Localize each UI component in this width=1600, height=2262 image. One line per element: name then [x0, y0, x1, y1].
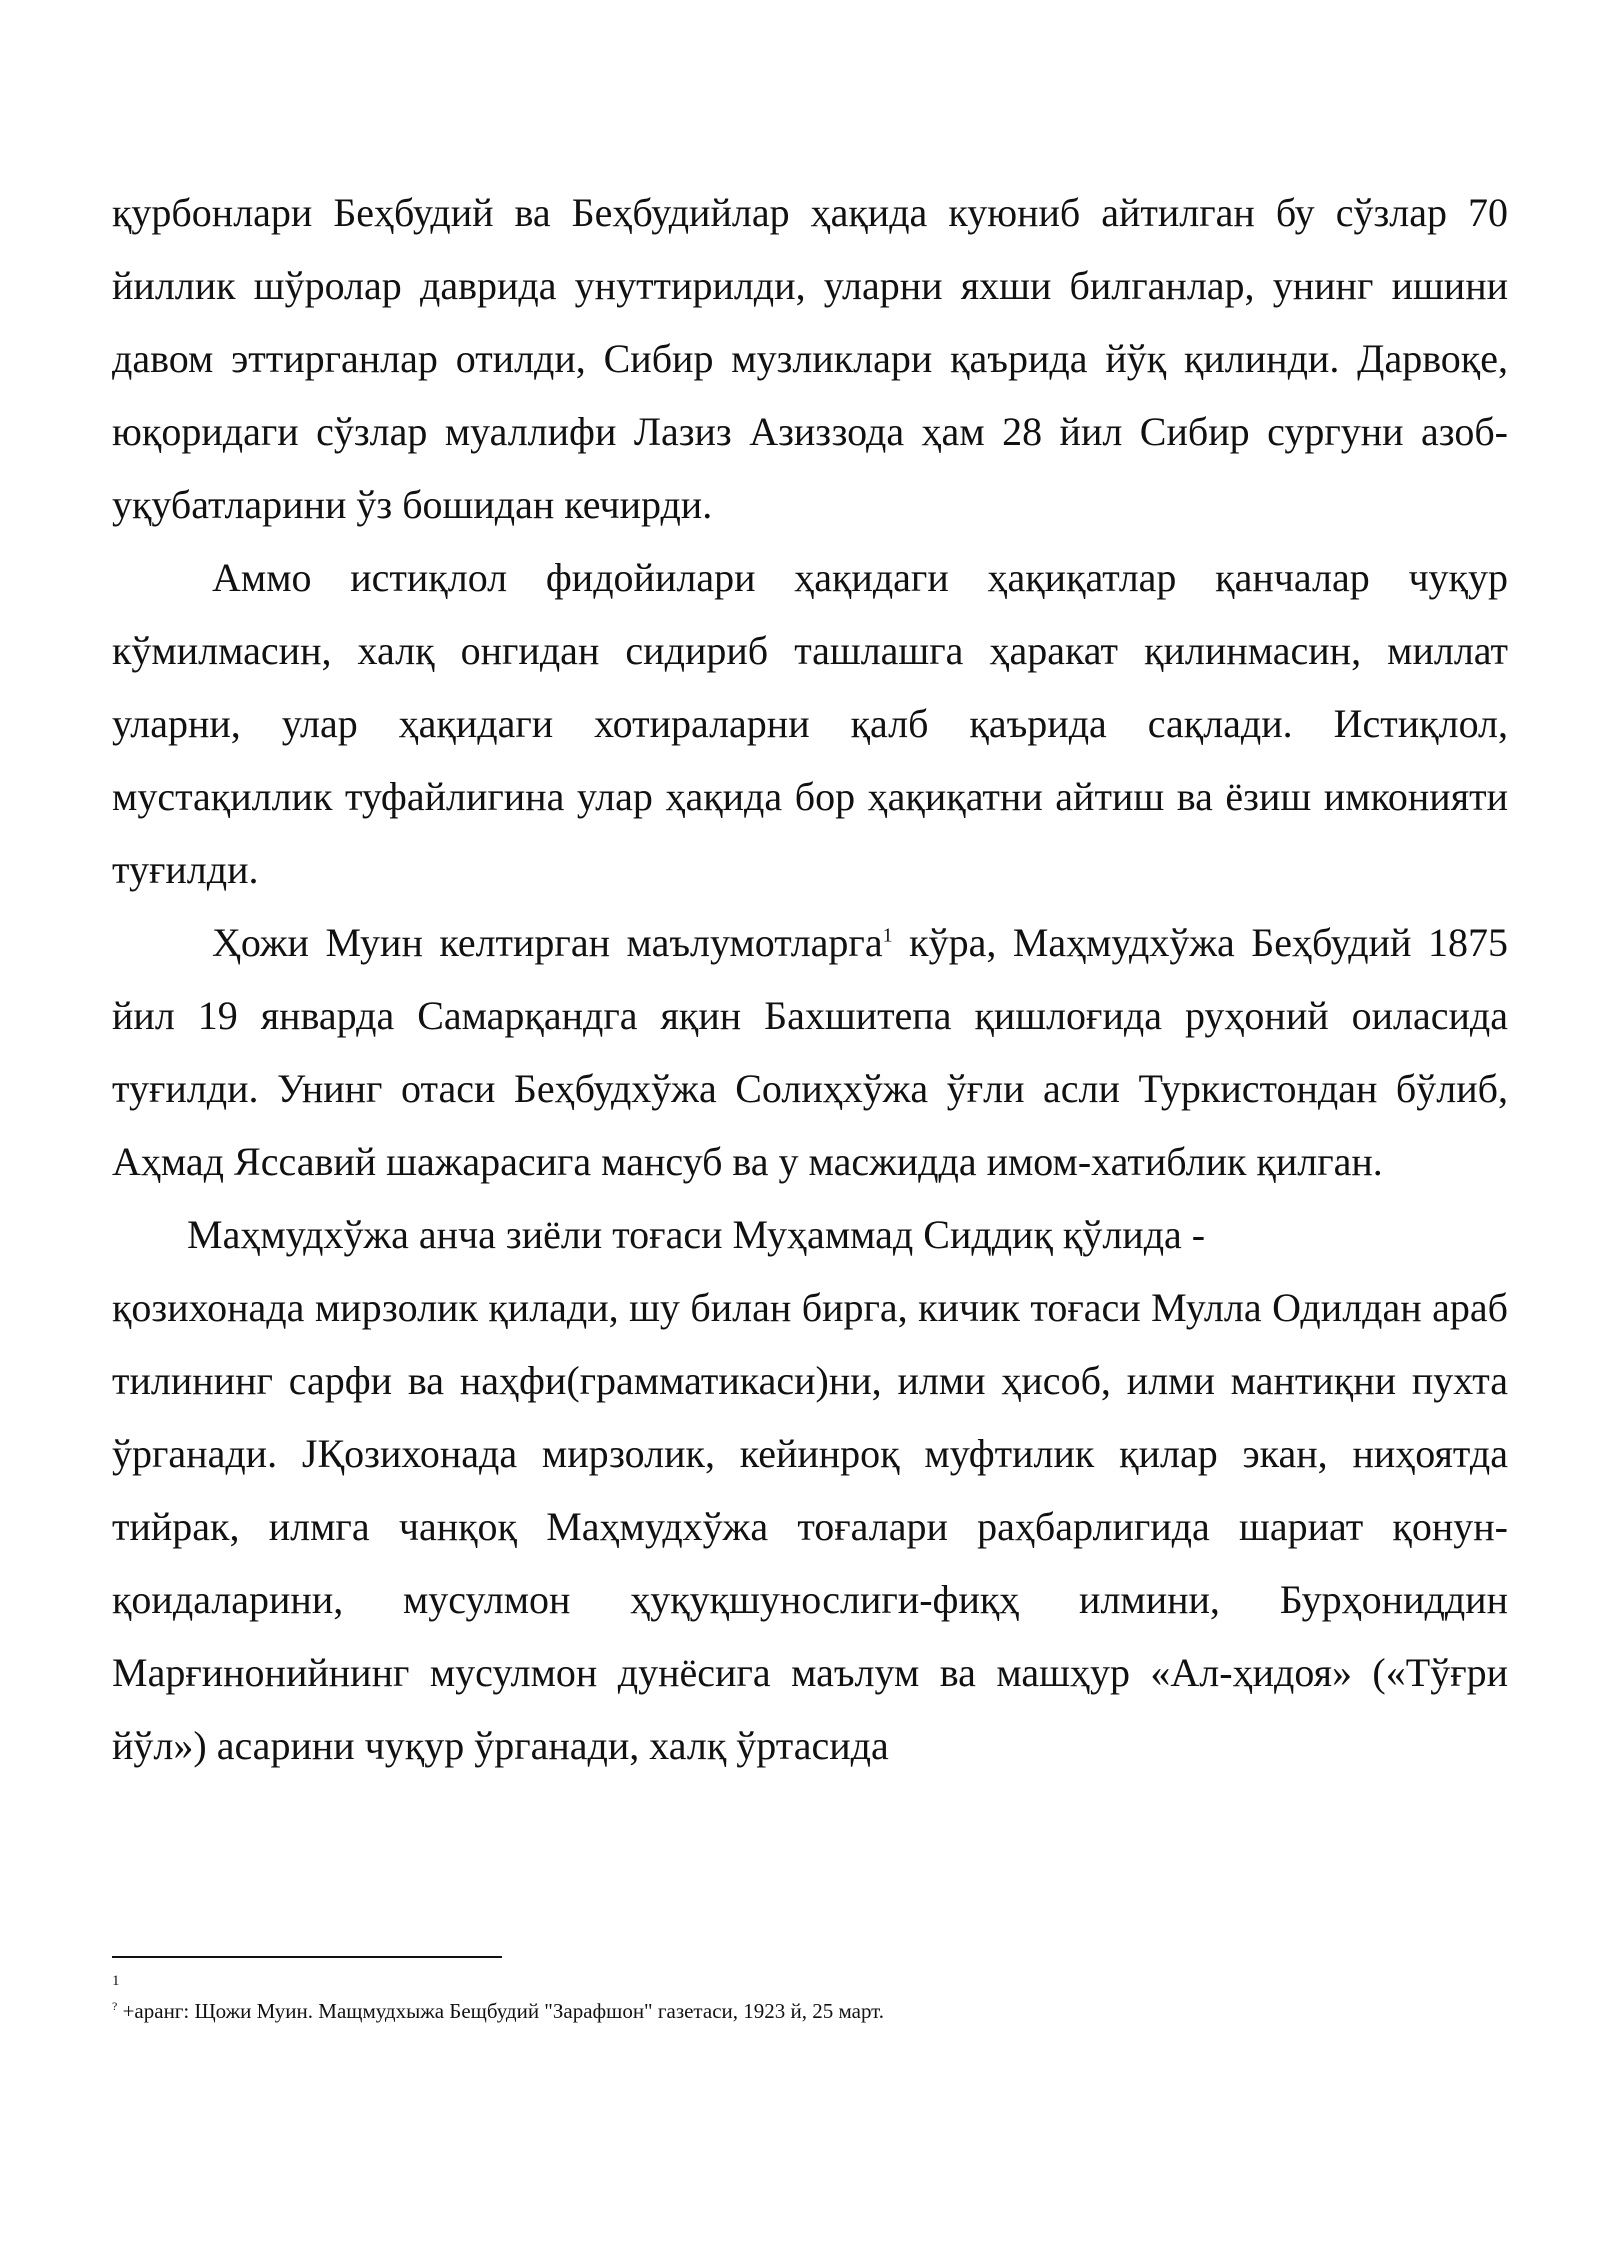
paragraph-4-first-line: Маҳмудхўжа анча зиёли тоғаси Муҳаммад Сиддиқ қўлида - — [187, 1212, 1206, 1257]
paragraph-4: қозихонада мирзолик қилади, шу билан бирга, кичик тоғаси Мулла Одилдан араб тилининг сарфи ва наҳфи(грамматикаси)ни, илми ҳисоб, илми мантиқни пухта ўрганади. JҚозихонада мирзолик, кейинроқ муфтилик қилар экан, ниҳоятда тийрак, илмга чанқоқ Маҳмудхўжа тоғалари раҳбарлигида шариат қонун-қоидаларини, мусулмон ҳуқуқшунослиги-фиқҳ илмини, Бурҳониддин Марғинонийнинг мусулмон дунёсига маълум ва машҳур «Ал-ҳидоя» («Тўғри йўл») асарини чуқур ўрганади, халқ ўртасида — [112, 1285, 1508, 1768]
footnote-number: 1 — [112, 1973, 120, 1989]
footnote-reference[interactable]: 1 — [882, 924, 893, 947]
footnote — [112, 1996, 1508, 2026]
paragraph-1: қурбонлари Беҳбудий ва Беҳбудийлар ҳақида куюниб айтилган бу сўзлар 70 йиллик шўролар даврида унуттирилди, уларни яхши билганлар, унинг ишини давом эттирганлар отилди, Сибир музликлари қаърида йўқ қилинди. Дарвоқе, юқоридаги сўзлар муаллифи Лазиз Азиззода ҳам 28 йил Сибир сургуни азоб-уқубатларини ўз бошидан кечирди. — [112, 190, 1508, 527]
paragraph-3-text-before: Ҳожи Муин келтирган маълумотларга — [212, 920, 883, 965]
paragraph-2: Аммо истиқлол фидойилари ҳақидаги ҳақиқатлар қанчалар чуқур кўмилмасин, халқ онгидан сидириб ташлашга ҳаракат қилинмасин, миллат уларни, улар ҳақидаги хотираларни қалб қаърида сақлади. Истиқлол, мустақиллик туфайлигина улар ҳақида бор ҳақиқатни айтиш ва ёзиш имконияти туғилди. — [112, 555, 1508, 892]
footnote-separator — [112, 1956, 502, 1958]
document-body — [112, 176, 1508, 1782]
paragraph-3-text-after: кўра, Маҳмудхўжа Беҳбудий 1875 йил 19 январда Самарқандга яқин Бахшитепа қишлоғида руҳоний оиласида туғилди. Унинг отаси Беҳбудхўжа Солиҳхўжа ўғли асли Туркистондан бўлиб, Аҳмад Яссавий шажарасига мансуб ва у масжидда имом-хатиблик қилган. — [112, 920, 1508, 1184]
footnote-text-mark: ? — [112, 1999, 118, 2013]
footnote-text: +аранг: Щожи Муин. Мащмудхыжа Бещбудий "Зарафшон" газетаси, 1923 й, 25 март. — [117, 1999, 885, 2023]
paragraph-3 — [112, 906, 1508, 1198]
